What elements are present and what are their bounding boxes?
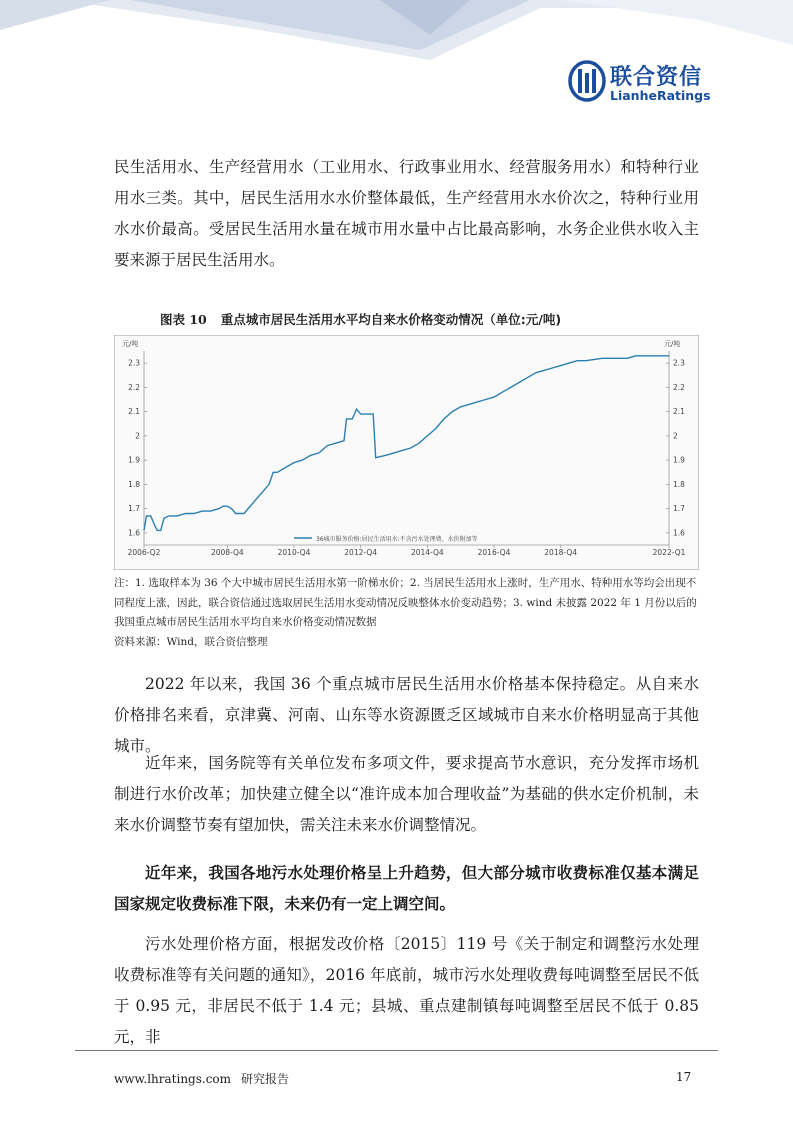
x-tick-label: 2022-Q1 — [652, 548, 686, 557]
x-tick-label: 2014-Q4 — [410, 548, 444, 557]
figure-notes — [114, 574, 704, 652]
y-tick-label-right: 2 — [673, 431, 678, 441]
x-tick-label: 2010-Q4 — [277, 548, 311, 557]
figure-caption: 重点城市居民生活用水平均自来水价格变动情况（单位:元/吨) — [220, 312, 562, 327]
footer-url[interactable]: www.lhratings.com — [114, 1072, 232, 1086]
y-tick-label-left: 2 — [135, 431, 140, 441]
chart-frame — [114, 335, 699, 570]
chart-unit-left: 元/吨 — [122, 340, 139, 348]
y-tick-label-right: 1.6 — [673, 528, 685, 538]
chart-unit-right: 元/吨 — [664, 340, 681, 348]
paragraph-text: 近年来，国务院等有关单位发布多项文件，要求提高节水意识，充分发挥市场机制进行水价改革；加快建立健全以“准许成本加合理收益”为基础的供水定价机制，未来水价调整节奏有望加快，需关注未来水价调整情况。 — [114, 754, 699, 834]
figure-title — [160, 310, 561, 328]
x-tick-label: 2016-Q4 — [477, 548, 511, 557]
figure-source: 资料来源：Wind，联合资信整理 — [114, 635, 268, 648]
paragraph-sewage-highlight — [114, 857, 699, 919]
water-price-line-chart — [114, 335, 699, 570]
legend-label: 36城市服务价格:居民生活用水:不含污水处理费、水价附加等 — [316, 536, 478, 543]
paragraph-text: 民生活用水、生产经营用水（工业用水、行政事业用水、经营服务用水）和特种行业用水三类。其中，居民生活用水水价整体最低，生产经营用水水价次之，特种行业用水水价最高。受居民生活用水量在城市用水量中占比最高影响，水务企业供水收入主要来源于居民生活用水。 — [114, 158, 699, 269]
y-tick-label-left: 1.9 — [128, 455, 140, 465]
logo-name-cn: 联合资信 — [610, 65, 703, 90]
figure-note: 注：1. 选取样本为 36 个大中城市居民生活用水第一阶梯水价；2. 当居民生活用水上涨时，生产用水、特种用水等均会出现不同程度上涨，因此，联合资信通过选取居民生活用水变动情况反映整体水价变动趋势；3. wind 未披露 2022 年 1 月份以后的我国重点城市居民生活用水平均自来水价格变动情况数据 — [114, 577, 697, 628]
y-tick-label-right: 1.9 — [673, 455, 685, 465]
logo-name-en: LianheRatings — [610, 88, 711, 103]
x-tick-label: 2012-Q4 — [344, 548, 378, 557]
paragraph-policy — [114, 748, 699, 841]
paragraph-text: 污水处理价格方面，根据发改价格〔2015〕119 号《关于制定和调整污水处理收费标准等有关问题的通知》，2016 年底前，城市污水处理收费每吨调整至居民不低于 0.95 元，非居民不低于 1.4 元；县城、重点建制镇每吨调整至居民不低于 0.85 元，非 — [114, 935, 699, 1046]
y-tick-label-left: 1.7 — [128, 504, 140, 514]
y-tick-label-right: 2.2 — [673, 382, 685, 392]
x-tick-label: 2006-Q2 — [127, 548, 161, 557]
y-tick-label-right: 1.7 — [673, 504, 685, 514]
figure-number: 图表 10 — [160, 312, 207, 327]
chart-legend — [294, 535, 478, 543]
page-number: 17 — [676, 1070, 692, 1084]
y-tick-label-left: 1.8 — [128, 479, 140, 489]
y-tick-label-right: 2.3 — [673, 358, 685, 368]
paragraph-text: 2022 年以来，我国 36 个重点城市居民生活用水价格基本保持稳定。从自来水价格排名来看，京津冀、河南、山东等水资源匮乏区域城市自来水价格明显高于其他城市。 — [114, 675, 699, 755]
y-tick-label-right: 1.8 — [673, 479, 685, 489]
x-tick-label: 2018-Q4 — [544, 548, 578, 557]
paragraph-sewage-pricing — [114, 929, 699, 1053]
y-tick-label-right: 2.1 — [673, 407, 685, 417]
y-tick-label-left: 2.1 — [128, 407, 140, 417]
footer-label: 研究报告 — [241, 1072, 290, 1086]
y-tick-label-left: 2.3 — [128, 358, 140, 368]
y-tick-label-left: 2.2 — [128, 382, 140, 392]
lianhe-logo-icon — [568, 60, 606, 102]
y-tick-label-left: 1.6 — [128, 528, 140, 538]
paragraph-water-categories — [114, 152, 699, 276]
footer-left — [114, 1070, 299, 1087]
company-logo — [568, 60, 718, 106]
footer-divider — [75, 1050, 718, 1051]
paragraph-text: 近年来，我国各地污水处理价格呈上升趋势，但大部分城市收费标准仅基本满足国家规定收费标准下限，未来仍有一定上调空间。 — [114, 863, 699, 913]
x-tick-label: 2008-Q4 — [210, 548, 244, 557]
